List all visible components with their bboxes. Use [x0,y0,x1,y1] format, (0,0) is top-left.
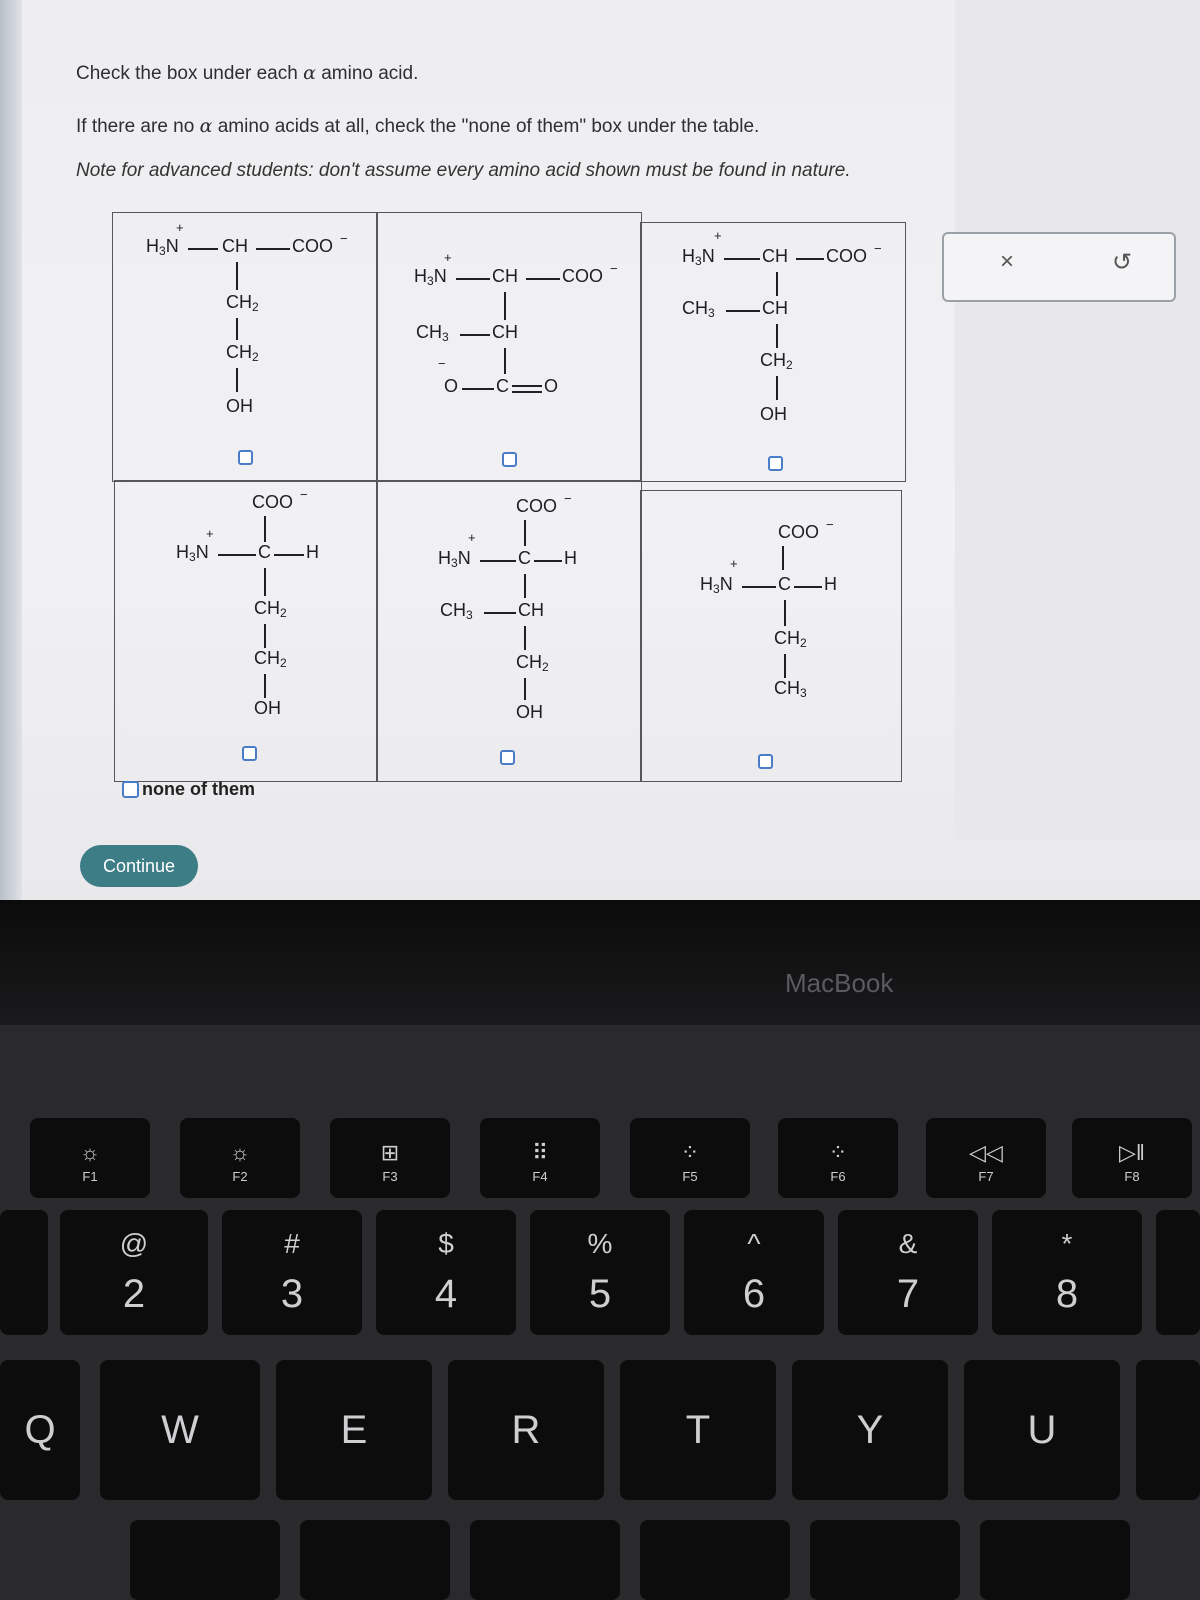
carboxylate-group: COO [516,496,558,516]
bond [264,624,266,648]
key-number: 6 [742,1272,766,1316]
key-letter: Q [24,1408,56,1452]
close-icon[interactable]: × [1000,248,1015,275]
alpha-carbon: C [258,542,271,562]
plus-charge: + [714,228,722,243]
bond [218,554,256,556]
oxygen-atom: O [444,376,459,396]
instruction-line-1 [76,62,418,85]
methyl-group: $CH_3$ [682,298,715,320]
bond [524,520,526,546]
mission-control-icon: ⊞ [380,1140,400,1165]
key-letter: W [161,1408,199,1452]
bond [236,262,238,290]
key-label: F7 [978,1169,994,1184]
bond [480,560,516,562]
key-symbol: # [284,1228,300,1259]
bond [264,674,266,698]
beta-carbon: CH [518,600,544,620]
key-f7[interactable] [926,1118,1046,1198]
methylene-group: $CH_2$ [226,292,259,314]
bond [524,574,526,598]
laptop-bezel [0,900,1200,1025]
minus-charge: − [300,487,308,502]
key-edge [0,1210,48,1335]
bond [534,560,562,562]
hydroxyl-group: OH [760,404,787,424]
key-label: F2 [232,1169,248,1184]
key-symbol: & [898,1228,918,1259]
key-8[interactable] [992,1210,1142,1335]
key-label: F1 [82,1169,98,1184]
key-letter: Y [856,1408,884,1452]
alpha-carbon: CH [222,236,248,256]
amine-group: $H_3N$ [176,542,209,564]
minus-charge: − [564,491,572,506]
key-partial [980,1520,1130,1600]
bond [776,272,778,296]
double-bond [512,391,542,393]
checkbox-molecule-5[interactable] [500,750,515,765]
key-7[interactable] [838,1210,978,1335]
beta-carbon: CH [492,322,518,342]
key-f1[interactable] [30,1118,150,1198]
bond [776,376,778,400]
bond [274,554,304,556]
bond [784,654,786,678]
checkbox-molecule-2[interactable] [502,452,517,467]
key-label: F5 [682,1169,698,1184]
key-letter: T [685,1408,711,1452]
instruction-text: amino acids at all, check the "none of them" box under the table. [212,116,760,137]
key-u[interactable] [964,1360,1120,1500]
bond [794,586,822,588]
key-symbol: % [587,1228,613,1259]
launchpad-icon: ⠿ [531,1140,549,1165]
checkbox-molecule-1[interactable] [238,450,253,465]
carboxylate-group: COO [292,236,334,256]
side-panel-background [955,0,1200,840]
alpha-carbon: CH [492,266,518,286]
bond [504,292,506,320]
key-f3[interactable] [330,1118,450,1198]
plus-charge: + [176,220,184,235]
amine-group: $H_3N$ [682,246,715,268]
note-label: Note for advanced students: [76,160,314,181]
hydroxyl-group: OH [254,698,281,718]
table-cell-6 [640,490,902,782]
methylene-group: $CH_2$ [226,342,259,364]
keyboard-light-up-icon: ⁘ [828,1140,848,1165]
note-text: don't assume every amino acid shown must be found in nature. [313,160,851,181]
key-f4[interactable] [480,1118,600,1198]
key-number: 3 [280,1272,304,1316]
continue-button[interactable] [80,845,198,887]
key-partial [470,1520,620,1600]
key-partial [640,1520,790,1600]
key-f2[interactable] [180,1118,300,1198]
bond [456,278,490,280]
bond [460,334,490,336]
alpha-carbon: C [778,574,791,594]
instruction-text: If there are no [76,116,200,137]
amine-group: $H_3N$ [146,236,179,258]
minus-charge: − [340,231,348,246]
instruction-text: amino acid. [315,63,419,84]
carboxylate-group: COO [252,492,294,512]
instruction-line-2 [76,115,759,138]
hydrogen-atom: H [564,548,577,568]
plus-charge: + [468,530,476,545]
methyl-group: $CH_3$ [416,322,449,344]
plus-charge: + [444,250,452,265]
amine-group: $H_3N$ [414,266,447,288]
bond [526,278,560,280]
key-w[interactable] [100,1360,260,1500]
checkbox-molecule-3[interactable] [768,456,783,471]
key-number: 5 [588,1272,612,1316]
table-cell-4 [114,480,378,782]
key-number: 8 [1055,1272,1079,1316]
key-label: F8 [1124,1169,1140,1184]
advanced-note [76,160,851,182]
bond [264,568,266,596]
key-partial [300,1520,450,1600]
key-partial [810,1520,960,1600]
alpha-symbol: α [199,115,213,137]
key-number: 4 [434,1272,458,1316]
bond [504,348,506,374]
key-number: 2 [122,1272,146,1316]
keyboard-light-down-icon: ⁘ [680,1140,700,1165]
bond [796,258,824,260]
amine-group: $H_3N$ [438,548,471,570]
bond [256,248,290,250]
beta-carbon: CH [762,298,788,318]
methylene-group: $CH_2$ [760,350,793,372]
key-number: 7 [896,1272,920,1316]
bond [524,678,526,700]
bond [484,612,516,614]
methylene-group: $CH_2$ [254,648,287,670]
play-pause-icon: ▷‖ [1118,1140,1145,1165]
bond [264,516,266,542]
key-partial [130,1520,280,1600]
bond [724,258,760,260]
hydroxyl-group: OH [516,702,543,722]
brightness-up-icon: ☼ [229,1140,251,1165]
minus-charge: − [438,356,446,371]
hydroxyl-group: OH [226,396,253,416]
key-6[interactable] [684,1210,824,1335]
alpha-carbon: CH [762,246,788,266]
alpha-carbon: C [518,548,531,568]
methyl-group: $CH_3$ [774,678,807,700]
key-t[interactable] [620,1360,776,1500]
bond [236,368,238,392]
methylene-group: $CH_2$ [254,598,287,620]
bond [524,626,526,650]
oxygen-atom: O [544,376,559,396]
hydrogen-atom: H [824,574,837,594]
carboxylate-group: COO [826,246,868,266]
key-2[interactable] [60,1210,208,1335]
bond [784,600,786,626]
bond [462,388,494,390]
amine-group: $H_3N$ [700,574,733,596]
carbonyl-carbon: C [496,376,509,396]
minus-charge: − [874,241,882,256]
macbook-logo-text: MacBook [785,968,894,998]
key-label: F4 [532,1169,548,1184]
key-label: F3 [382,1169,398,1184]
carboxylate-group: COO [778,522,820,542]
key-edge [1156,1210,1200,1335]
bond [782,546,784,570]
bond [726,310,760,312]
key-f8[interactable] [1072,1118,1192,1198]
minus-charge: − [610,261,618,276]
key-symbol: ^ [747,1228,761,1259]
key-5[interactable] [530,1210,670,1335]
key-f5[interactable] [630,1118,750,1198]
key-4[interactable] [376,1210,516,1335]
hydrogen-atom: H [306,542,319,562]
methyl-group: $CH_3$ [440,600,473,622]
rewind-icon: ◁◁ [969,1140,1003,1165]
key-symbol: @ [119,1228,149,1259]
checkbox-molecule-4[interactable] [242,746,257,761]
brightness-down-icon: ☼ [79,1140,101,1165]
plus-charge: + [206,526,214,541]
checkbox-molecule-6[interactable] [758,754,773,769]
tool-panel [942,232,1176,302]
double-bond [512,385,542,387]
key-r[interactable] [448,1360,604,1500]
undo-icon[interactable]: ↺ [1112,249,1133,276]
key-f6[interactable] [778,1118,898,1198]
plus-charge: + [730,556,738,571]
key-symbol: $ [438,1228,454,1259]
key-label: F6 [830,1169,846,1184]
key-letter: U [1027,1408,1057,1452]
screen-edge [0,0,22,900]
key-3[interactable] [222,1210,362,1335]
none-of-them-option[interactable] [122,779,255,800]
methylene-group: $CH_2$ [516,652,549,674]
carboxylate-group: COO [562,266,604,286]
bond [188,248,218,250]
key-y[interactable] [792,1360,948,1500]
key-symbol: * [1061,1228,1073,1259]
none-of-them-label: none of them [142,779,255,799]
key-e[interactable] [276,1360,432,1500]
bond [776,324,778,348]
none-of-them-checkbox[interactable] [122,781,139,798]
continue-label: Continue [102,855,176,876]
key-letter: E [340,1408,368,1452]
bond [742,586,776,588]
key-edge [1136,1360,1200,1500]
minus-charge: − [826,517,834,532]
table-cell-2 [376,212,642,482]
key-q[interactable] [0,1360,80,1500]
methylene-group: $CH_2$ [774,628,807,650]
instruction-text: Check the box under each [76,63,304,84]
bond [236,318,238,340]
table-cell-5 [376,480,642,782]
key-letter: R [511,1408,541,1452]
alpha-symbol: α [303,62,316,84]
